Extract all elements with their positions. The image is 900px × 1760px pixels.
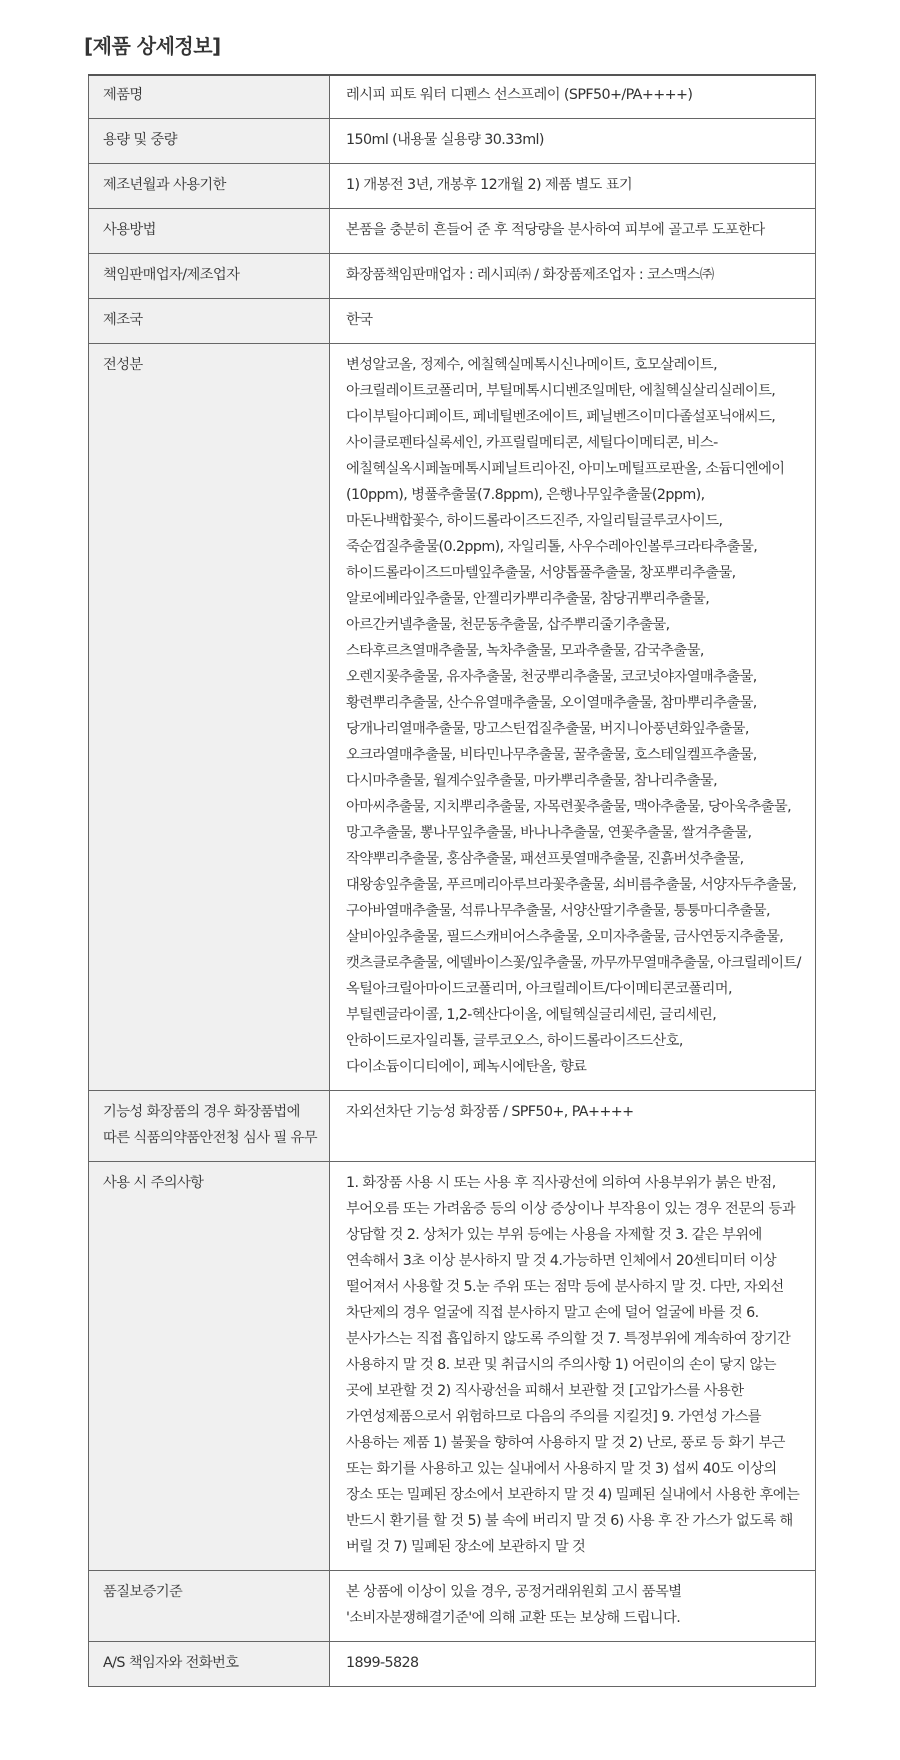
label-quality-guarantee: 품질보증기준 (89, 1571, 330, 1642)
label-precautions: 사용 시 주의사항 (89, 1162, 330, 1571)
label-manufacture-expiry: 제조년월과 사용기한 (89, 164, 330, 209)
label-volume-weight: 용량 및 중량 (89, 119, 330, 164)
value-precautions: 1. 화장품 사용 시 또는 사용 후 직사광선에 의하여 사용부위가 붉은 반점, 부어오름 또는 가려움증 등의 이상 증상이나 부작용이 있는 경우 전문의 등과 상담할 것 2. 상처가 있는 부위 등에는 사용을 자제할 것 3. 같은 부위에 연속해서 3초 이상 분사하지 말 것 4.가능하면 인체에서 20센티미터 이상 떨어져서 사용할 것 5.눈 주위 또는 점막 등에 분사하지 말 것. 다만, 자외선 차단제의 경우 얼굴에 직접 분사하지 말고 손에 덜어 얼굴에 바를 것 6. 분사가스는 직접 흡입하지 않도록 주의할 것 7. 특정부위에 계속하여 장기간 사용하지 말 것 8. 보관 및 취급시의 주의사항 1) 어린이의 손이 닿지 않는 곳에 보관할 것 2) 직사광선을 피해서 보관할 것 [고압가스를 사용한 가연성제품으로서 위험하므로 다음의 주의를 지킬것] 9. 가연성 가스를 사용하는 제품 1) 불꽃을 향하여 사용하지 말 것 2) 난로, 풍로 등 화기 부근 또는 화기를 사용하고 있는 실내에서 사용하지 말 것 3) 섭씨 40도 이상의 장소 또는 밀폐된 장소에서 보관하지 말 것 4) 밀폐된 실내에서 사용한 후에는 반드시 환기를 할 것 5) 불 속에 버리지 말 것 6) 사용 후 잔 가스가 없도록 해 버릴 것 7) 밀폐된 장소에 보관하지 말 것 (330, 1162, 816, 1571)
value-ingredients: 변성알코올, 정제수, 에칠헥실메톡시신나메이트, 호모살레이트, 아크릴레이트코폴리머, 부틸메톡시디벤조일메탄, 에칠헥실살리실레이트, 다이부틸아디페이트, 페네틸벤조에이트, 페닐벤즈이미다졸설포닉애씨드, 사이클로펜타실록세인, 카프릴릴메티콘, 세틸다이메티콘, 비스-에칠헥실옥시페놀메톡시페닐트리아진, 아미노메틸프로판올, 소듐디엔에이(10ppm), 병풀추출물(7.8ppm), 은행나무잎추출물(2ppm), 마돈나백합꽃수, 하이드롤라이즈드진주, 자일리틸글루코사이드, 죽순껍질추출물(0.2ppm), 자일리톨, 사우수레아인볼루크라타추출물, 하이드롤라이즈드마텔잎추출물, 서양톱풀추출물, 창포뿌리추출물, 알로에베라잎추출물, 안젤리카뿌리추출물, 참당귀뿌리추출물, 아르간커넬추출물, 천문동추출물, 삽주뿌리줄기추출물, 스타후르츠열매추출물, 녹차추출물, 모과추출물, 감국추출물, 오렌지꽃추출물, 유자추출물, 천궁뿌리추출물, 코코넛야자열매추출물, 황련뿌리추출물, 산수유열매추출물, 오이열매추출물, 참마뿌리추출물, 당개나리열매추출물, 망고스틴껍질추출물, 버지니아풍년화잎추출물, 오크라열매추출물, 비타민나무추출물, 꿀추출물, 호스테일켈프추출물, 다시마추출물, 월계수잎추출물, 마카뿌리추출물, 참나리추출물, 아마씨추출물, 지치뿌리추출물, 자목련꽃추출물, 맥아추출물, 당아욱추출물, 망고추출물, 뽕나무잎추출물, 바나나추출물, 연꽃추출물, 쌀겨추출물, 작약뿌리추출물, 홍삼추출물, 패션프룻열매추출물, 진흙버섯추출물, 대왕송잎추출물, 푸르메리아루브라꽃추출물, 쇠비름추출물, 서양자두추출물, 구아바열매추출물, 석류나무추출물, 서양산딸기추출물, 퉁퉁마디추출물, 살비아잎추출물, 필드스캐비어스추출물, 오미자추출물, 금사연둥지추출물, 캣츠클로추출물, 에델바이스꽃/잎추출물, 까무까무열매추출물, 아크릴레이트/옥틸아크릴아마이드코폴리머, 아크릴레이트/다이메티콘코폴리머, 부틸렌글라이콜, 1,2-헥산다이올, 에틸헥실글리세린, 글리세린, 안하이드로자일리톨, 글루코오스, 하이드롤라이즈드산호, 다이소듐이디티에이, 페녹시에탄올, 향료 (330, 344, 816, 1091)
row-as-contact (89, 1642, 816, 1687)
row-seller-manufacturer (89, 254, 816, 299)
value-volume-weight: 150ml (내용물 실용량 30.33ml) (330, 119, 816, 164)
label-country: 제조국 (89, 299, 330, 344)
value-country: 한국 (330, 299, 816, 344)
row-manufacture-expiry (89, 164, 816, 209)
row-volume-weight (89, 119, 816, 164)
value-quality-guarantee: 본 상품에 이상이 있을 경우, 공정거래위원회 고시 품목별 '소비자분쟁해결기준'에 의해 교환 또는 보상해 드립니다. (330, 1571, 816, 1642)
product-detail-table (88, 74, 816, 1687)
value-manufacture-expiry: 1) 개봉전 3년, 개봉후 12개월 2) 제품 별도 표기 (330, 164, 816, 209)
label-as-contact: A/S 책임자와 전화번호 (89, 1642, 330, 1687)
value-seller-manufacturer: 화장품책임판매업자 : 레시피㈜ / 화장품제조업자 : 코스맥스㈜ (330, 254, 816, 299)
label-seller-manufacturer: 책임판매업자/제조업자 (89, 254, 330, 299)
label-functional-review: 기능성 화장품의 경우 화장품법에 따른 식품의약품안전청 심사 필 유무 (89, 1091, 330, 1162)
value-functional-review: 자외선차단 기능성 화장품 / SPF50+, PA++++ (330, 1091, 816, 1162)
label-usage: 사용방법 (89, 209, 330, 254)
row-functional-review (89, 1091, 816, 1162)
page-title: [제품 상세정보] (84, 34, 221, 58)
row-quality-guarantee (89, 1571, 816, 1642)
value-as-contact: 1899-5828 (330, 1642, 816, 1687)
row-usage (89, 209, 816, 254)
row-product-name (89, 75, 816, 119)
label-ingredients: 전성분 (89, 344, 330, 1091)
value-product-name: 레시피 피토 워터 디펜스 선스프레이 (SPF50+/PA++++) (330, 75, 816, 119)
row-ingredients (89, 344, 816, 1091)
label-product-name: 제품명 (89, 75, 330, 119)
row-country (89, 299, 816, 344)
row-precautions (89, 1162, 816, 1571)
value-usage: 본품을 충분히 흔들어 준 후 적당량을 분사하여 피부에 골고루 도포한다 (330, 209, 816, 254)
